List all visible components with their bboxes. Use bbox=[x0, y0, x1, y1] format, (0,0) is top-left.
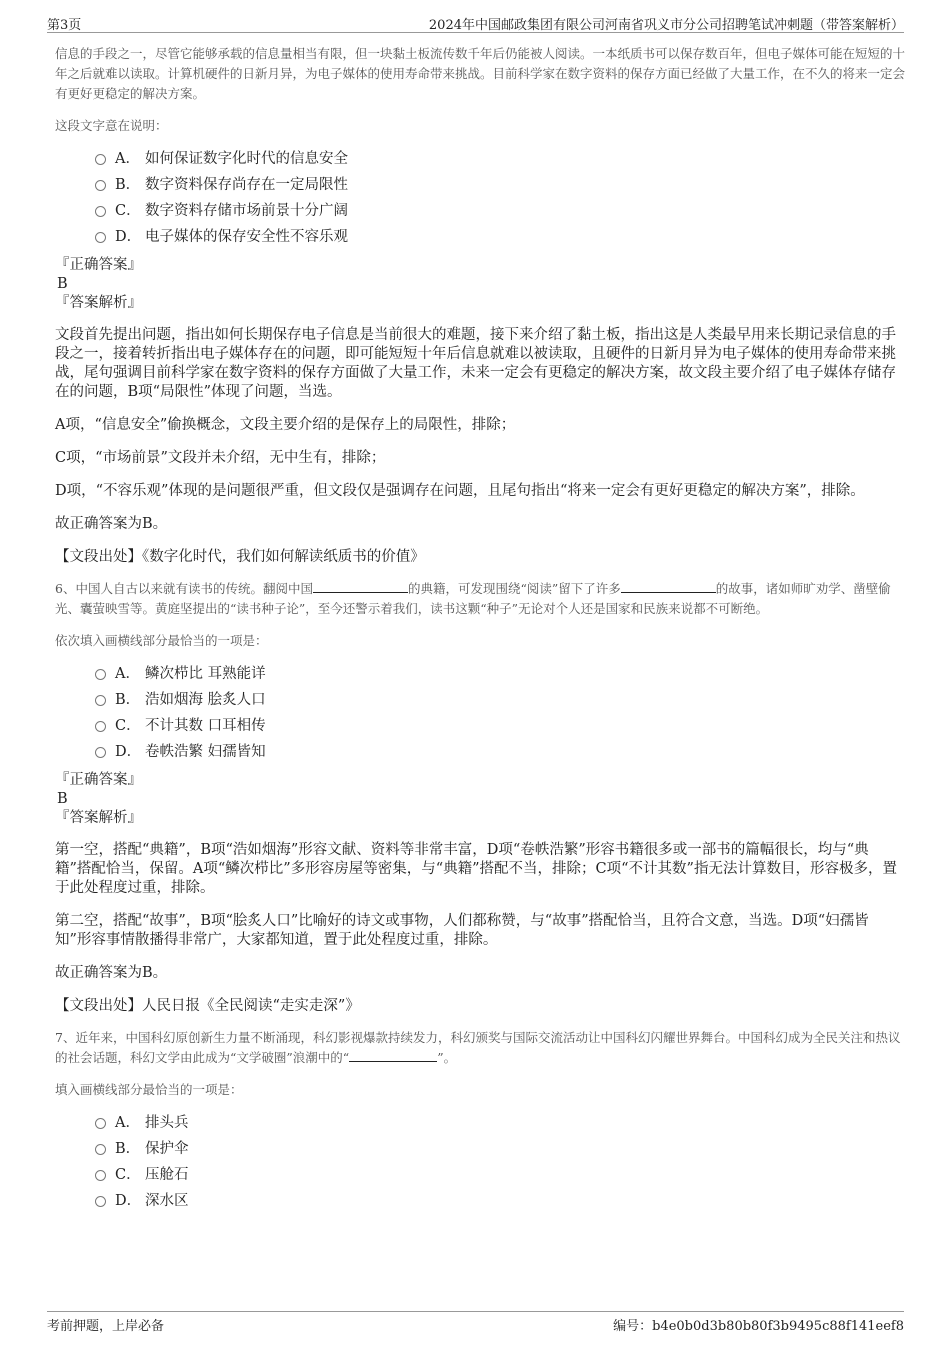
option-c[interactable]: C． 数字资料存储市场前景十分广阔 bbox=[95, 198, 905, 224]
radio-icon[interactable] bbox=[95, 1196, 106, 1207]
option-c[interactable]: C． 不计其数 口耳相传 bbox=[95, 713, 905, 739]
option-d[interactable]: D． 卷帙浩繁 妇孺皆知 bbox=[95, 739, 905, 765]
radio-icon[interactable] bbox=[95, 1118, 106, 1129]
q5-answer: B bbox=[57, 276, 68, 292]
option-b[interactable]: B． 数字资料保存尚存在一定局限性 bbox=[95, 172, 905, 198]
radio-icon[interactable] bbox=[95, 695, 106, 706]
q6-answer: B bbox=[57, 791, 68, 807]
q6-analysis-3: 故正确答案为B。 bbox=[55, 965, 168, 981]
q7-stem: 7、近年来，中国科幻原创新生力量不断涌现，科幻影视爆款持续发力，科幻颁奖与国际交流活动让中国科幻闪耀世界舞台。中国科幻成为全民关注和热议的社会话题，科幻文学由此成为“文学破圈”浪潮中的“ ”。 bbox=[55, 1030, 901, 1065]
q7-options bbox=[95, 1110, 905, 1214]
option-a[interactable]: A． 排头兵 bbox=[95, 1110, 905, 1136]
radio-icon[interactable] bbox=[95, 747, 106, 758]
q5-options bbox=[95, 146, 905, 250]
q6-source: 【文段出处】人民日报《全民阅读“走实走深”》 bbox=[55, 998, 360, 1014]
document-id: 编号：b4e0b0d3b80b80f3b9495c88f141eef8 bbox=[613, 1319, 904, 1334]
q6-options bbox=[95, 661, 905, 765]
radio-icon[interactable] bbox=[95, 180, 106, 191]
radio-icon[interactable] bbox=[95, 669, 106, 680]
q7-prompt: 填入画横线部分最恰当的一项是： bbox=[55, 1082, 243, 1097]
q6-analysis-1: 第一空，搭配“典籍”，B项“浩如烟海”形容文献、资料等非常丰富，D项“卷帙浩繁”形容书籍很多或一部书的篇幅很长，均与“典籍”搭配恰当，保留。A项“鳞次栉比”多形容房屋等密集，与“典籍”搭配不当，排除；C项“不计其数”指无法计算数目，形容极多，置于此处程度过重，排除。 bbox=[55, 842, 897, 896]
q5-passage: 信息的手段之一，尽管它能够承载的信息量相当有限，但一块黏土板流传数千年后仍能被人阅读。一本纸质书可以保存数百年，但电子媒体可能在短短的十年之后就难以读取。计算机硬件的日新月异，为电子媒体的使用寿命带来挑战。目前科学家在数字资料的保存方面已经做了大量工作，在不久的将来一定会有更好更稳定的解决方案。 bbox=[55, 46, 906, 101]
radio-icon[interactable] bbox=[95, 1144, 106, 1155]
fill-blank bbox=[313, 580, 408, 593]
q5-answer-label: 『正确答案』 bbox=[55, 257, 142, 273]
option-b[interactable]: B． 保护伞 bbox=[95, 1136, 905, 1162]
fill-blank bbox=[621, 580, 716, 593]
option-d[interactable]: D． 电子媒体的保存安全性不容乐观 bbox=[95, 224, 905, 250]
option-a[interactable]: A． 如何保证数字化时代的信息安全 bbox=[95, 146, 905, 172]
q6-prompt: 依次填入画横线部分最恰当的一项是： bbox=[55, 633, 268, 648]
q5-analysis-label: 『答案解析』 bbox=[55, 295, 142, 311]
q5-source: 【文段出处】《数字化时代，我们如何解读纸质书的价值》 bbox=[55, 549, 425, 565]
q5-prompt: 这段文字意在说明： bbox=[55, 118, 168, 133]
q6-analysis-2: 第二空，搭配“故事”，B项“脍炙人口”比喻好的诗文或事物，人们都称赞，与“故事”搭配恰当，且符合文意，当选。D项“妇孺皆知”形容事情散播得非常广，大家都知道，置于此处程度过重，排除。 bbox=[55, 913, 869, 948]
footer-slogan: 考前押题，上岸必备 bbox=[47, 1319, 165, 1334]
radio-icon[interactable] bbox=[95, 232, 106, 243]
q5-analysis-5: 故正确答案为B。 bbox=[55, 516, 168, 532]
q6-answer-label: 『正确答案』 bbox=[55, 772, 142, 788]
page-content bbox=[55, 44, 905, 1214]
radio-icon[interactable] bbox=[95, 154, 106, 165]
option-b[interactable]: B． 浩如烟海 脍炙人口 bbox=[95, 687, 905, 713]
option-c[interactable]: C． 压舱石 bbox=[95, 1162, 905, 1188]
page-number: 第3页 bbox=[47, 18, 82, 33]
radio-icon[interactable] bbox=[95, 1170, 106, 1181]
radio-icon[interactable] bbox=[95, 206, 106, 217]
option-a[interactable]: A． 鳞次栉比 耳熟能详 bbox=[95, 661, 905, 687]
option-d[interactable]: D． 深水区 bbox=[95, 1188, 905, 1214]
page-header bbox=[47, 14, 904, 33]
page-footer bbox=[47, 1311, 904, 1332]
q5-analysis-4: D项，“不容乐观”体现的是问题很严重，但文段仅是强调存在问题，且尾句指出“将来一定会有更好更稳定的解决方案”，排除。 bbox=[55, 483, 865, 499]
q5-analysis-2: A项，“信息安全”偷换概念，文段主要介绍的是保存上的局限性，排除； bbox=[55, 417, 516, 433]
document-title: 2024年中国邮政集团有限公司河南省巩义市分公司招聘笔试冲刺题（带答案解析） bbox=[428, 18, 904, 33]
q5-analysis-3: C项，“市场前景”文段并未介绍，无中生有，排除； bbox=[55, 450, 386, 466]
q6-stem: 6、中国人自古以来就有读书的传统。翻阅中国 的典籍，可发现围绕“阅读”留下了许多 的故事，诸如师旷劝学、凿壁偷光、囊萤映雪等。黄庭坚提出的“读书种子论”，至今还警示着我们，读书这颗“种子”无论对个人还是国家和民族来说都不可断绝。 bbox=[55, 581, 891, 616]
q6-analysis-label: 『答案解析』 bbox=[55, 810, 142, 826]
fill-blank bbox=[349, 1049, 437, 1062]
radio-icon[interactable] bbox=[95, 721, 106, 732]
q5-analysis-1: 文段首先提出问题，指出如何长期保存电子信息是当前很大的难题，接下来介绍了黏土板，指出这是人类最早用来长期记录信息的手段之一，接着转折指出电子媒体存在的问题，即可能短短十年后信息就难以被读取，且硬件的日新月异为电子媒体的使用寿命带来挑战，尾句强调目前科学家在数字资料的保存方面做了大量工作，未来一定会有更稳定的解决方案，故文段主要介绍了电子媒体存储存在的问题，B项“局限性”体现了问题，当选。 bbox=[55, 327, 896, 400]
